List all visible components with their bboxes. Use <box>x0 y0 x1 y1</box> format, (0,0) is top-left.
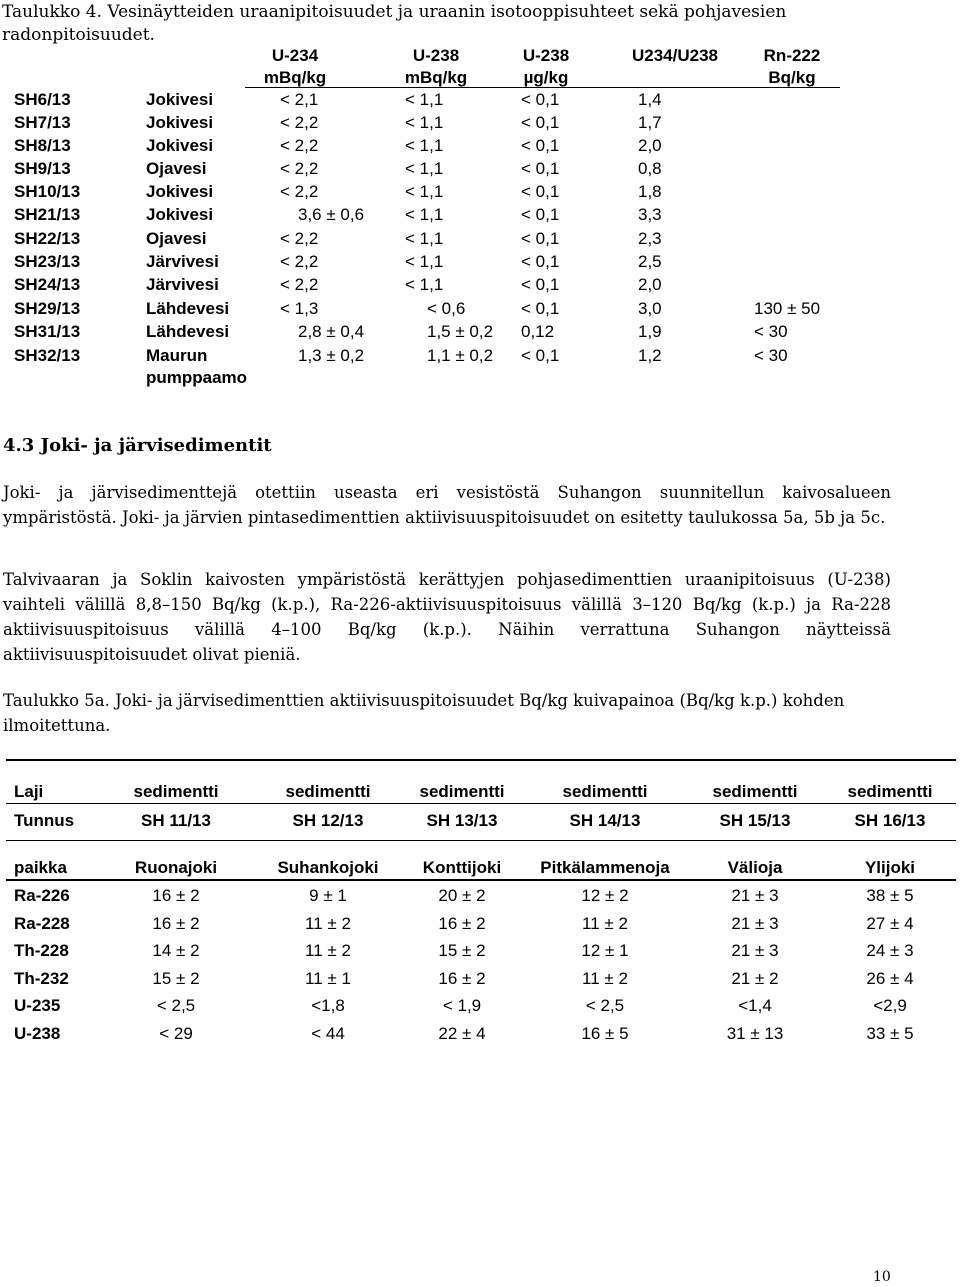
table5a-header-laji-cell: sedimentti <box>712 782 798 801</box>
table4-row-id: SH31/13 <box>14 322 81 341</box>
table4-row-u234: < 2,2 <box>280 252 319 271</box>
table5a-row-value: 14 ± 2 <box>152 941 200 960</box>
table5a-row-nuclide: Th-232 <box>14 969 69 988</box>
table4-row-u238-mbq: < 1,1 <box>405 252 444 271</box>
table4-row-u238-ug: < 0,1 <box>521 346 560 365</box>
table5a-row-nuclide: Th-228 <box>14 941 69 960</box>
table5a-row-value: <2,9 <box>873 996 907 1015</box>
table4-header-ratio: U234/U238 <box>632 46 719 65</box>
table4-row-u238-mbq: < 1,1 <box>405 182 444 201</box>
table5a-rule-2 <box>6 803 956 804</box>
table4-row-u234: < 2,2 <box>280 229 319 248</box>
table5a-row-value: 11 ± 2 <box>305 914 351 933</box>
table4-row-u238-mbq: < 1,1 <box>405 159 444 178</box>
table5a-row-value: 38 ± 5 <box>866 886 914 905</box>
table5a-header-laji-cell: sedimentti <box>847 782 933 801</box>
table5a-header-laji-cell: sedimentti <box>133 782 219 801</box>
table4-row-u234: < 2,2 <box>280 113 319 132</box>
table4-row-id: SH24/13 <box>14 275 81 294</box>
table4-row-u238-mbq: < 1,1 <box>405 205 444 224</box>
table5a-row-value: 16 ± 5 <box>581 1024 629 1043</box>
table5a-row-value: 11 ± 2 <box>305 941 351 960</box>
table4-row-type: Maurun <box>146 346 208 365</box>
table4-row-u238-mbq: < 1,1 <box>405 275 444 294</box>
table5a-row-nuclide: U-235 <box>14 996 61 1015</box>
table4-row-u234: < 2,2 <box>280 159 319 178</box>
table4-row-u234: 2,8 ± 0,4 <box>298 322 365 341</box>
table4-row-rn222: 130 ± 50 <box>754 299 821 318</box>
table4-row-u238-ug: < 0,1 <box>521 205 560 224</box>
table4-header-rn222: Rn-222 Bq/kg <box>763 46 821 87</box>
table4-row-type: Järvivesi <box>146 252 219 271</box>
table4-row-u234: 1,3 ± 0,2 <box>298 346 365 365</box>
table4-row-u234: < 2,2 <box>280 136 319 155</box>
table4-row-u238-mbq: < 0,6 <box>427 299 466 318</box>
table5a-row-value: < 2,5 <box>156 996 196 1015</box>
table4-header-u238-mbq: U-238 mBq/kg <box>404 46 468 87</box>
table5a-top-rule <box>6 759 956 761</box>
table4-row-id: SH8/13 <box>14 136 71 155</box>
table4-row-type: Lähdevesi <box>146 299 230 318</box>
section-paragraph-2: Talvivaaran ja Soklin kaivosten ympäristöstä kerättyjen pohjasedimenttien uraanipitoisuus (U-238) vaihteli välillä 8,8–150 Bq/kg (k.p.), Ra-226-aktiivisuuspitoisuus välillä 3–120 Bq/kg (k.p.) ja Ra-228 aktiivisuuspitoisuus välillä 4–100 Bq/kg (k.p.). Näihin verrattuna Suhangon näytteissä aktiivisuuspitoisuudet olivat pieniä. <box>3 570 891 664</box>
table5a-header-laji-label: Laji <box>14 782 44 801</box>
table5a-row-value: 31 ± 13 <box>726 1024 784 1043</box>
table5a-header-tunnus-label: Tunnus <box>14 811 75 830</box>
table4-row-ratio: 0,8 <box>638 159 662 178</box>
table4-row-u238-mbq: < 1,1 <box>405 90 444 109</box>
table4-row-u238-ug: < 0,1 <box>521 113 560 132</box>
table5a-row-value: 16 ± 2 <box>152 886 200 905</box>
table4-row-ratio: 2,5 <box>638 252 662 271</box>
table4-row-u234: < 2,2 <box>280 275 319 294</box>
table5a-row-value: 21 ± 3 <box>731 886 779 905</box>
table4-row-type: Ojavesi <box>146 159 207 178</box>
table5a-row-value: 27 ± 4 <box>866 914 914 933</box>
table4-row-rn222: < 30 <box>754 346 788 365</box>
table5a-row-value: <1,8 <box>311 996 345 1015</box>
table4-row-type: Jokivesi <box>146 205 214 224</box>
table5a-header-laji-cell: sedimentti <box>285 782 371 801</box>
table4-row-u238-mbq: 1,5 ± 0,2 <box>427 322 494 341</box>
table5a-row-value: 21 ± 3 <box>731 914 779 933</box>
table5a-header-tunnus-cell: SH 15/13 <box>719 811 791 830</box>
table5a-header-tunnus-cell: SH 16/13 <box>854 811 926 830</box>
table4-row-ratio: 3,0 <box>638 299 662 318</box>
table4-row-ratio: 2,3 <box>638 229 662 248</box>
table4-row-id: SH6/13 <box>14 90 71 109</box>
table4-row-u238-ug: < 0,1 <box>521 229 560 248</box>
table4-caption: Taulukko 4. Vesinäytteiden uraanipitoisuudet ja uraanin isotooppisuhteet sekä pohjavesien radonpitoisuudet. <box>2 2 787 45</box>
table4-row-id: SH7/13 <box>14 113 71 132</box>
table4-row-u238-ug: < 0,1 <box>521 299 560 318</box>
table5a-header-paikka-cell: Suhankojoki <box>277 858 379 877</box>
table4-row-u238-ug: < 0,1 <box>521 90 560 109</box>
table4-row-type: Jokivesi <box>146 136 214 155</box>
table4-row-u238-mbq: < 1,1 <box>405 136 444 155</box>
table5a-row-value: < 2,5 <box>585 996 625 1015</box>
table5a-header-paikka-cell: Pitkälammenoja <box>540 858 670 877</box>
table5a-row-value: <1,4 <box>738 996 772 1015</box>
table5a-row-value: 16 ± 2 <box>152 914 200 933</box>
table5a-row-nuclide: Ra-226 <box>14 886 70 905</box>
table4-row-u238-mbq: 1,1 ± 0,2 <box>427 346 494 365</box>
page-number: 10 <box>873 1269 891 1285</box>
table5a-header-paikka-cell: Ylijoki <box>864 858 916 877</box>
table4-row-type: Lähdevesi <box>146 322 230 341</box>
table4-row-type: Jokivesi <box>146 182 214 201</box>
table5a-rule-4 <box>6 879 956 881</box>
table4-row-type: Ojavesi <box>146 229 207 248</box>
table4-row-u238-ug: < 0,1 <box>521 182 560 201</box>
section-paragraph-1: Joki- ja järvisedimenttejä otettiin useasta eri vesistöstä Suhangon suunnitellun kaivosalueen ympäristöstä. Joki- ja järvien pintasedimenttien aktiivisuuspitoisuudet on esitetty taulukossa 5a, 5b ja 5c. <box>3 483 891 527</box>
table4-row-u238-ug: < 0,1 <box>521 275 560 294</box>
table5a-header-paikka-cell: Ruonajoki <box>134 858 218 877</box>
table4-row-id: SH32/13 <box>14 346 81 365</box>
table5a-row-value: 21 ± 2 <box>731 969 779 988</box>
table4-row-type: Järvivesi <box>146 275 219 294</box>
table5a-header-tunnus-cell: SH 13/13 <box>426 811 498 830</box>
table5a-row-value: 15 ± 2 <box>438 941 486 960</box>
table4-row-u234: < 1,3 <box>280 299 319 318</box>
table5a-row-nuclide: Ra-228 <box>14 914 70 933</box>
table4-row-u238-ug: < 0,1 <box>521 252 560 271</box>
table4-row-u234: < 2,1 <box>280 90 319 109</box>
section-heading: 4.3 Joki- ja järvisedimentit <box>3 435 272 456</box>
table5a-row-value: 11 ± 2 <box>582 969 628 988</box>
table4-row-type: Jokivesi <box>146 90 214 109</box>
table4-row-ratio: 1,2 <box>638 346 662 365</box>
table4-row-u238-ug: < 0,1 <box>521 136 560 155</box>
table4-header-u238-ug: U-238 µg/kg <box>522 46 570 87</box>
table5a-row-value: < 44 <box>311 1024 345 1043</box>
table5a-header-tunnus-cell: SH 14/13 <box>569 811 641 830</box>
table4-row-u238-mbq: < 1,1 <box>405 113 444 132</box>
table5a-row-value: < 29 <box>159 1024 193 1043</box>
table5a-row-value: 24 ± 3 <box>866 941 914 960</box>
table4-row-id: SH29/13 <box>14 299 81 318</box>
table5a-row-value: 21 ± 3 <box>731 941 779 960</box>
table5a-row-value: 33 ± 5 <box>866 1024 914 1043</box>
table4-row-type-line2: pumppaamo <box>146 368 248 387</box>
table4-row-u234: 3,6 ± 0,6 <box>298 205 365 224</box>
table4-row-ratio: 2,0 <box>638 136 662 155</box>
table4-row-id: SH21/13 <box>14 205 81 224</box>
table4-row-id: SH10/13 <box>14 182 81 201</box>
table5a-row-value: 12 ± 2 <box>581 886 629 905</box>
table5a-row-nuclide: U-238 <box>14 1024 61 1043</box>
table5a-header-tunnus-cell: SH 11/13 <box>141 811 211 830</box>
table5a-row-value: < 1,9 <box>442 996 482 1015</box>
table5a-header-tunnus-cell: SH 12/13 <box>292 811 364 830</box>
table4-row-u238-mbq: < 1,1 <box>405 229 444 248</box>
table5a-header-paikka-cell: Välioja <box>727 858 783 877</box>
table4-row-u234: < 2,2 <box>280 182 319 201</box>
table4-row-type: Jokivesi <box>146 113 214 132</box>
table5a-header-laji-cell: sedimentti <box>419 782 505 801</box>
table5a-header-laji-cell: sedimentti <box>562 782 648 801</box>
table4-row-ratio: 1,9 <box>638 322 662 341</box>
table5a-header-paikka-cell: Konttijoki <box>422 858 502 877</box>
table4-row-rn222: < 30 <box>754 322 788 341</box>
table5a-row-value: 11 ± 1 <box>305 969 351 988</box>
table4-row-ratio: 1,8 <box>638 182 662 201</box>
table5a-row-value: 9 ± 1 <box>309 886 347 905</box>
table5a-row-value: 20 ± 2 <box>438 886 486 905</box>
table4-row-ratio: 1,7 <box>638 113 662 132</box>
table4-row-ratio: 3,3 <box>638 205 662 224</box>
table5a-row-value: 11 ± 2 <box>582 914 628 933</box>
table5a-row-value: 16 ± 2 <box>438 914 486 933</box>
table4-row-id: SH9/13 <box>14 159 71 178</box>
table5a-rule-3 <box>6 840 956 841</box>
table4-row-ratio: 2,0 <box>638 275 662 294</box>
table5a-row-value: 12 ± 1 <box>581 941 629 960</box>
table4-row-id: SH22/13 <box>14 229 81 248</box>
table4-row-id: SH23/13 <box>14 252 81 271</box>
table5a-row-value: 22 ± 4 <box>438 1024 486 1043</box>
table4-row-ratio: 1,4 <box>638 90 662 109</box>
table5a-caption: Taulukko 5a. Joki- ja järvisedimenttien aktiivisuuspitoisuudet Bq/kg kuivapainoa (Bq/kg k.p.) kohden ilmoitettuna. <box>3 691 845 735</box>
table4-row-u238-ug: < 0,1 <box>521 159 560 178</box>
table4-header-u234: U-234 mBq/kg <box>263 46 327 87</box>
table5a-row-value: 16 ± 2 <box>438 969 486 988</box>
table5a-header-paikka-label: paikka <box>14 858 67 877</box>
table5a-row-value: 26 ± 4 <box>866 969 914 988</box>
table5a-row-value: 15 ± 2 <box>152 969 200 988</box>
table4-row-u238-ug: 0,12 <box>521 322 555 341</box>
